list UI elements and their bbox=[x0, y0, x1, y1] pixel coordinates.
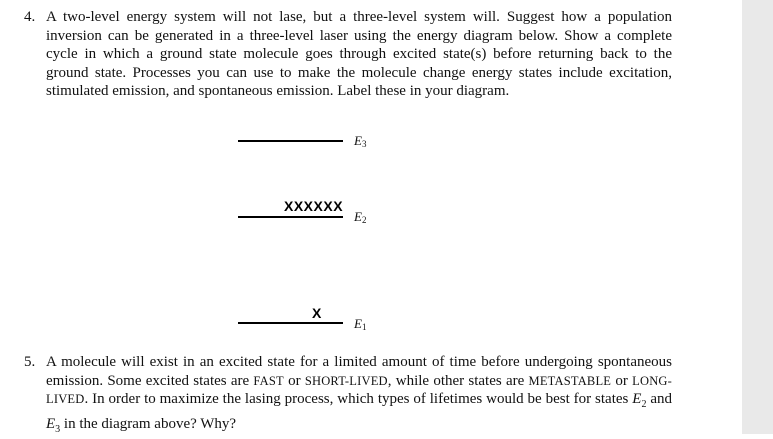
question-4-text: A two-level energy system will not lase, but a three-level system will. Suggest how a population inversion can be generated in a three-level laser using the energy diagram below. Show a complete cycle in which a ground state molecule goes through excited state(s) before returning back to the ground state. Processes you can use to make the molecule change energy states include excitation, stimulated emission, and spontaneous emission. Label these in your diagram. bbox=[46, 9, 672, 100]
question-5-number: 5. bbox=[24, 354, 36, 370]
question-5-text bbox=[46, 353, 672, 439]
question-5-text-part: , while other states are bbox=[387, 372, 529, 389]
question-5-text-part: and bbox=[646, 391, 672, 408]
question-4-number: 4. bbox=[24, 9, 36, 25]
state-e3-subscript: 3 bbox=[55, 423, 61, 435]
question-5-text-part: A molecule will exist in an excited state for a limited amount of time before undergoing spontaneous emission. Some excited states are bbox=[46, 354, 672, 389]
question-5-text-part: or bbox=[283, 372, 305, 389]
term-fast: FAST bbox=[253, 373, 284, 388]
question-5-text-part: or bbox=[611, 372, 633, 389]
energy-level-e3-label: $E_3$ bbox=[354, 133, 367, 149]
energy-level-e1-label: $E_1$ bbox=[354, 316, 367, 332]
energy-level-e2-label: $E_2$ bbox=[354, 209, 367, 225]
question-5 bbox=[24, 353, 672, 439]
question-5-text-part: . In order to maximize the lasing process, which types of lifetimes would be best for states bbox=[84, 391, 633, 408]
state-e2-subscript: 2 bbox=[641, 399, 647, 411]
energy-level-e3-line bbox=[238, 140, 343, 142]
energy-level-e1-line bbox=[238, 322, 343, 324]
energy-level-e1-population: X bbox=[312, 305, 322, 321]
energy-level-e2-population: XXXXXX bbox=[284, 198, 344, 214]
question-5-text-part: in the diagram above? Why? bbox=[60, 415, 237, 432]
term-long-lived: LONG-LIVED bbox=[46, 373, 673, 407]
state-e3-symbol: E bbox=[46, 415, 56, 432]
page-margin-gray bbox=[742, 0, 773, 434]
state-e2-symbol: E bbox=[632, 391, 642, 408]
term-metastable: METASTABLE bbox=[528, 373, 612, 388]
energy-level-e2-line bbox=[238, 216, 343, 218]
term-short-lived: SHORT-LIVED bbox=[304, 373, 388, 388]
question-4 bbox=[24, 8, 672, 101]
